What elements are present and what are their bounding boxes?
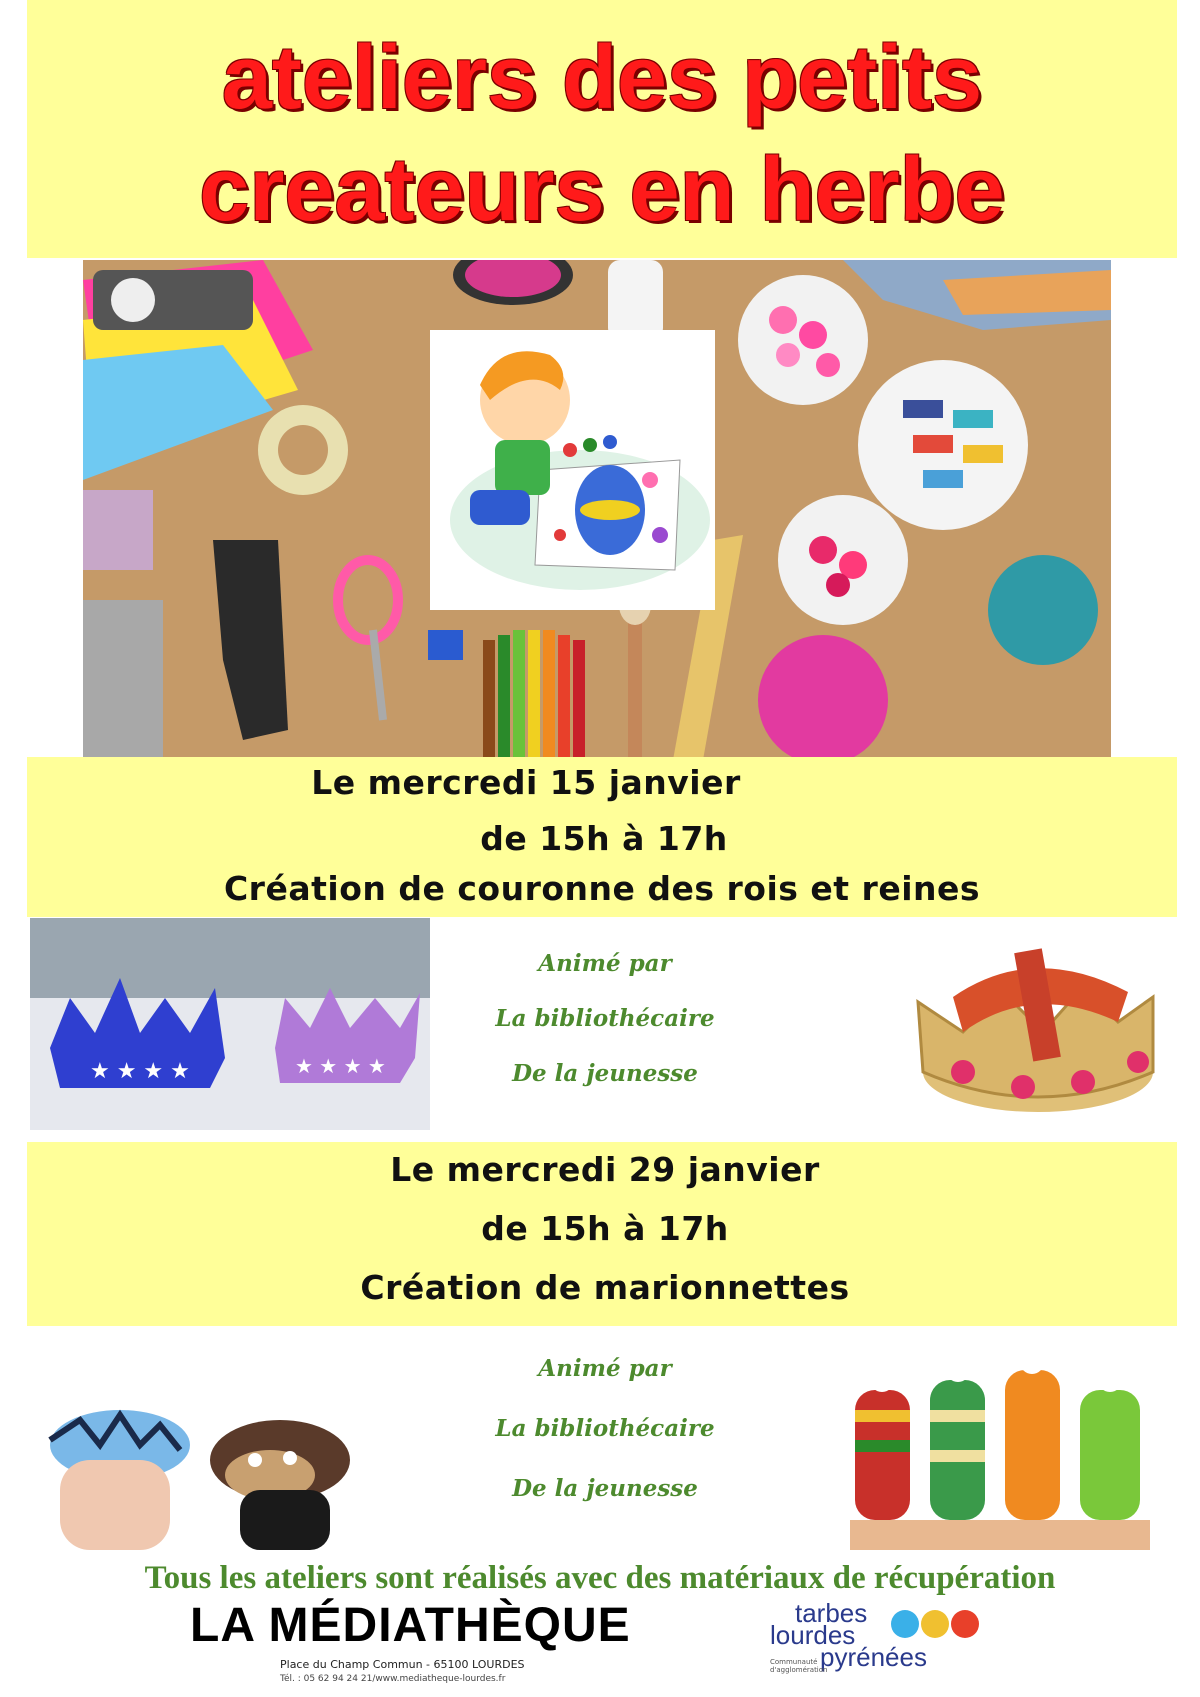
sock-puppets-photo-right [840, 1340, 1160, 1550]
poster-title-line-1: ateliers des petits [221, 28, 983, 128]
session-2-time: de 15h à 17h [481, 1209, 729, 1248]
session-2-date: Le mercredi 29 janvier [390, 1150, 820, 1189]
tarbes-lourdes-pyrenees-logo [770, 1598, 1000, 1693]
session-2-activity: Création de marionnettes [360, 1268, 850, 1307]
mediatheque-name: LA MÉDIATHÈQUE [190, 1599, 631, 1652]
session-2-band [27, 1142, 1177, 1326]
sock-puppets-photo-left [30, 1400, 350, 1550]
credit-1-line-2: La bibliothécaire [495, 1005, 715, 1032]
agglo-word-pyrenees: pyrénées [820, 1642, 927, 1672]
child-drawing-illustration [430, 330, 715, 610]
mediatheque-logo [180, 1598, 700, 1693]
agglo-word-lourdes: lourdes [770, 1620, 856, 1650]
session-1-band [27, 757, 1177, 917]
credit-1-line-3: De la jeunesse [512, 1060, 698, 1087]
paper-crowns-photo [30, 918, 430, 1130]
agglo-subtitle: Communauté d'agglomération [770, 1658, 828, 1674]
credit-2-line-3: De la jeunesse [512, 1475, 698, 1502]
footer-note: Tous les ateliers sont réalisés avec des matériaux de récupération [144, 1560, 1056, 1596]
session-1-date: Le mercredi 15 janvier [311, 763, 741, 802]
session-1-time: de 15h à 17h [480, 819, 728, 858]
mediatheque-address: Place du Champ Commun - 65100 LOURDES [280, 1658, 525, 1671]
credit-2-line-2: La bibliothécaire [495, 1415, 715, 1442]
gold-crown-photo [903, 922, 1165, 1122]
mediatheque-contact: Tél. : 05 62 94 24 21/www.mediatheque-lourdes.fr [280, 1674, 506, 1684]
session-1-activity: Création de couronne des rois et reines [223, 869, 981, 908]
title-banner [27, 0, 1177, 258]
credit-2-line-1: Animé par [538, 1355, 672, 1382]
poster-title-line-2: createurs en herbe [199, 140, 1005, 240]
colored-dots-icon [890, 1604, 1000, 1644]
agglo-word-tarbes: tarbes [795, 1598, 868, 1628]
svg-text:★ ★ ★ ★: ★ ★ ★ ★ [90, 1059, 190, 1084]
svg-text:★ ★ ★ ★: ★ ★ ★ ★ [295, 1054, 386, 1078]
credit-1-line-1: Animé par [538, 950, 672, 977]
